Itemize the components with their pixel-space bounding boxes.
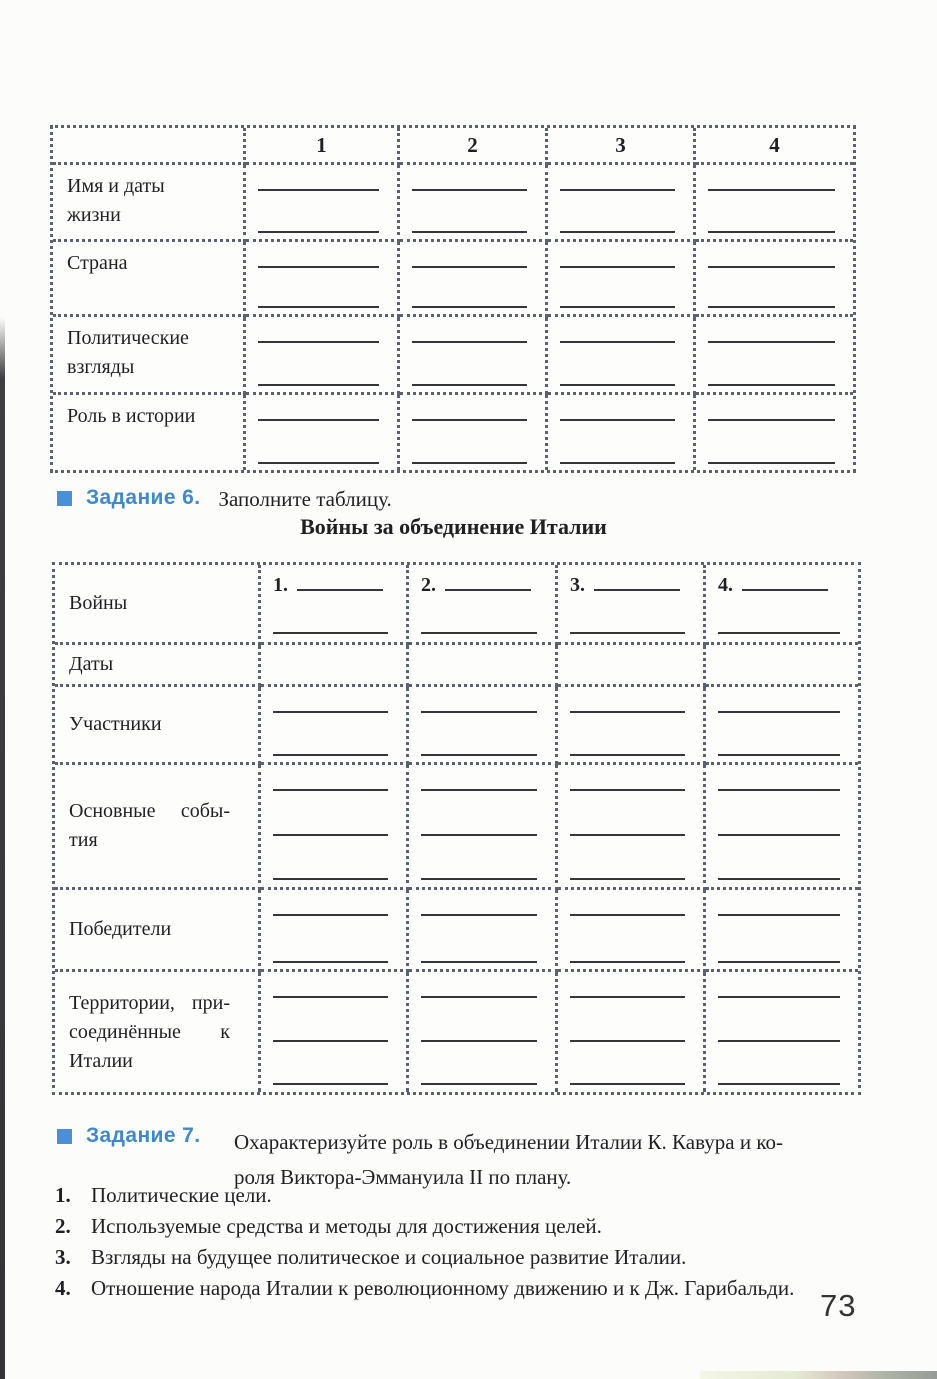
list-item-number: 2. [55, 1214, 71, 1238]
war-header-cell: 3. [558, 565, 706, 645]
write-line [297, 589, 383, 591]
scan-edge-artifact [700, 1371, 937, 1379]
table1-corner-cell [53, 128, 246, 165]
table1-row-label: Политические взгляды [53, 317, 246, 395]
write-in-cell [706, 765, 858, 890]
war-header-cell: 1. [261, 565, 409, 645]
list-item-text: Используемые средства и методы для достижения целей. [91, 1214, 602, 1238]
list-item [55, 1275, 920, 1301]
task6-heading [57, 486, 877, 512]
list-item-text: Отношение народа Италии к революционному движению и к Дж. Гарибальди. [91, 1276, 795, 1300]
task7-instruction-line: Охарактеризуйте роль в объединении Италии К. Кавура и ко- [234, 1130, 783, 1154]
write-in-cell [548, 242, 696, 317]
task6-label: Задание 6. [86, 486, 201, 509]
write-line [445, 589, 531, 591]
write-in-cell [261, 972, 409, 1092]
write-in-cell [558, 687, 706, 765]
page-number: 73 [820, 1288, 857, 1323]
write-in-cell [696, 395, 853, 470]
write-in-cell [696, 242, 853, 317]
write-in-cell [246, 165, 400, 242]
write-in-cell [400, 395, 548, 470]
write-line [594, 589, 680, 591]
table2-row-label: Основные собы-тия [55, 765, 261, 890]
write-in-cell [261, 687, 409, 765]
write-in-cell [409, 765, 558, 890]
write-in-cell [706, 890, 858, 972]
write-in-cell [548, 317, 696, 395]
table1-row-label: Имя и даты жизни [53, 165, 246, 242]
write-in-cell [409, 687, 558, 765]
write-in-cell [261, 890, 409, 972]
table1-row-label: Страна [53, 242, 246, 317]
write-in-cell [409, 890, 558, 972]
task7-instruction-line: роля Виктора-Эммануила II по плану. [234, 1165, 572, 1189]
list-item-number: 3. [55, 1245, 71, 1269]
table2-row-label: Победители [55, 890, 261, 972]
write-in-cell [706, 687, 858, 765]
list-item-text: Взгляды на будущее политическое и социальное развитие Италии. [91, 1245, 687, 1269]
write-in-cell [696, 317, 853, 395]
table1-row-label: Роль в истории [53, 395, 246, 470]
write-in-cell [409, 645, 558, 687]
write-in-cell [400, 317, 548, 395]
wars-table [52, 562, 861, 1095]
write-in-cell [246, 395, 400, 470]
table2-row-label: Участники [55, 687, 261, 765]
list-item-number: 4. [55, 1276, 71, 1300]
table2-row-label: Войны [55, 565, 261, 645]
write-in-cell [261, 645, 409, 687]
write-in-cell [558, 972, 706, 1092]
task7-label: Задание 7. [86, 1124, 201, 1147]
write-in-cell [400, 165, 548, 242]
write-in-cell [246, 242, 400, 317]
write-in-cell [409, 972, 558, 1092]
task6-instruction: Заполните таблицу. [218, 487, 392, 511]
write-line [742, 589, 828, 591]
table2-row-label: Даты [55, 645, 261, 687]
war-header-cell: 4. [706, 565, 858, 645]
write-in-cell [558, 890, 706, 972]
figures-comparison-table [50, 125, 856, 473]
task-bullet-icon [57, 491, 72, 506]
write-in-cell [558, 765, 706, 890]
write-in-cell [706, 972, 858, 1092]
list-item [55, 1182, 920, 1208]
list-item-number: 1. [55, 1183, 71, 1207]
table1-col-header: 4 [696, 128, 853, 165]
write-in-cell [706, 645, 858, 687]
task-bullet-icon [57, 1129, 72, 1144]
write-in-cell [696, 165, 853, 242]
scan-edge-artifact [0, 318, 5, 1379]
write-in-cell [548, 165, 696, 242]
table1-col-header: 2 [400, 128, 548, 165]
task7-plan-list [55, 1182, 920, 1306]
write-in-cell [246, 317, 400, 395]
table2-title: Войны за объединение Италии [300, 514, 607, 539]
table1-col-header: 1 [246, 128, 400, 165]
write-in-cell [558, 645, 706, 687]
table1-col-header: 3 [548, 128, 696, 165]
list-item [55, 1244, 920, 1270]
list-item [55, 1213, 920, 1239]
write-in-cell [261, 765, 409, 890]
war-header-cell: 2. [409, 565, 558, 645]
list-item-text: Политические цели. [91, 1183, 272, 1207]
write-in-cell [548, 395, 696, 470]
write-in-cell [400, 242, 548, 317]
table2-row-label: Территории, при-соединённые к Италии [55, 972, 261, 1092]
